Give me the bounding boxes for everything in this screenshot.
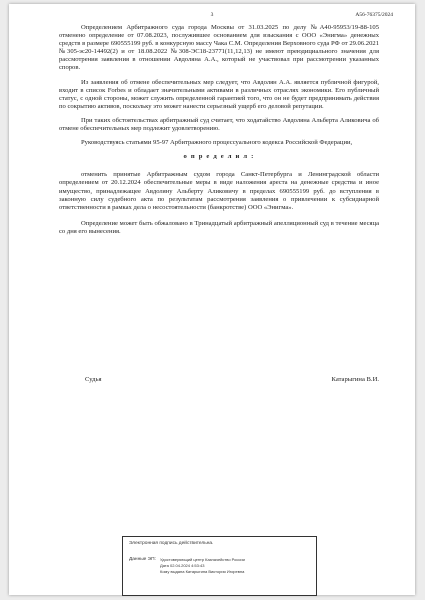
e-signature-data-label: Данные ЭП: — [129, 557, 156, 562]
e-signature-issuer: Удостоверяющий центр Казначейство России — [160, 557, 245, 562]
document-page — [9, 4, 415, 595]
resolution-heading: о п р е д е л и л : — [183, 153, 255, 161]
judge-name: Катарыгина В.И. — [331, 376, 379, 383]
paragraph-court-conclusion: При таких обстоятельствах арбитражный суд считает, что ходатайство Авдоляна Альберта Аликовича об отмене обеспечительных мер подлежит удовлетворению. — [59, 116, 379, 133]
paragraph-legal-basis: Руководствуясь статьями 95-97 Арбитражного процессуального кодекса Российской Федерации, — [81, 139, 353, 147]
page-number: 3 — [210, 12, 214, 18]
paragraph-appeal: Определение может быть обжаловано в Тринадцатый арбитражный апелляционный суд в течение месяца со дня его вынесения. — [59, 219, 379, 235]
paragraph-ruling: отменить принятые Арбитражным судом города Санкт-Петербурга и Ленинградской области определением от 20.12.2024 обеспечительные меры в виде наложения ареста на денежные средства и иное имущество, принадлежащее Авдоляну Альберту Аликовичу в пределах 690555199 руб. до вступления в законную силу судебного акта по результатам рассмотрения заявления о привлечении к субсидиарной ответственности в рамках дела о несостоятельности (банкротстве) ООО «Энигма». — [59, 171, 379, 211]
signature-block — [85, 376, 379, 383]
document-body — [59, 24, 379, 242]
paragraph-applicant-status: Из заявления об отмене обеспечительных мер следует, что Авдолян А.А. является публичной фигурой, входит в список Forbes и обладает значительными активами в различных отраслях экономики. Его публичный статус, с одной стороны, может служить определенной гарантией того, что он не будет предпринимать действия по сокрытию активов, поскольку это может нанести серьезный ущерб его деловой репутации. — [59, 78, 379, 110]
e-signature-title: Электронная подпись действительна. — [129, 541, 214, 546]
case-number: А56-76375/2024 — [355, 12, 393, 18]
paragraph-moscow-ruling: Определением Арбитражного суда города Москвы от 31.03.2025 по делу №А40-95953/19-88-105 отменено определение от 07.08.2023, послужившее основанием для взыскания с ООО «Энигма» денежных средств в размере 690555199 руб. в конкурсную массу Чака С.М. Определения Верховного суда РФ от 29.06.2021 №305-эс20-14492(2) и от 18.08.2022 №308-ЭС18-23771(11,12,13) не имеют преюдициального значения для рассмотрения заявления в отношении Авдоляна А.А., который не участвовал при рассмотрении указанных споров. — [59, 24, 379, 72]
e-signature-details — [160, 557, 245, 576]
judge-role: Судья — [85, 376, 102, 383]
e-signature-holder: Кому выдана Катарыгина Виктория Игоревна — [160, 569, 245, 575]
e-signature-date: Дата 02.04.2024 4:53:43 — [160, 563, 205, 569]
electronic-signature-stamp — [122, 536, 317, 596]
